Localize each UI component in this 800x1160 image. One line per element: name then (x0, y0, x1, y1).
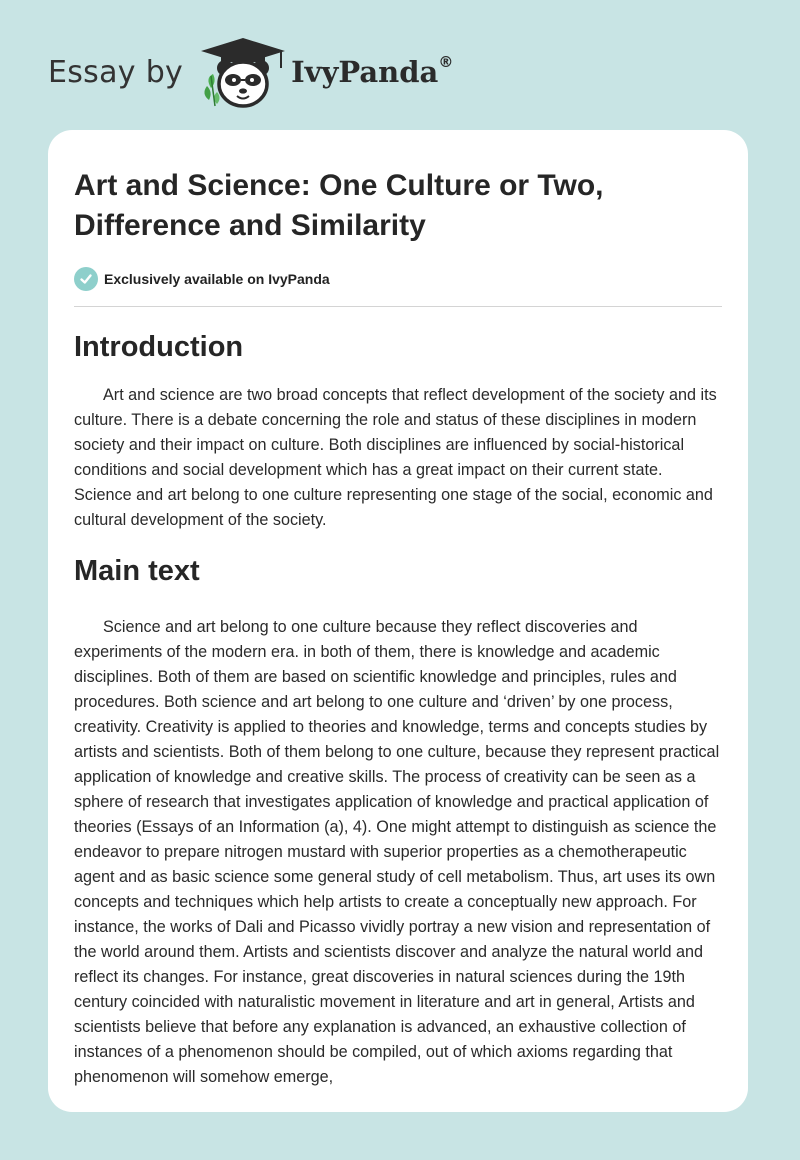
check-icon (74, 267, 98, 291)
paragraph-main-text: Science and art belong to one culture because they reflect discoveries and experiments of the modern era. in both of them, there is knowledge and academic disciplines. Both of them are based on scientific knowledge and principles, rules and procedures. Both science and art belong to one culture and ‘driven’ by one process, creativity. Creativity is applied to theories and knowledge, terms and concepts studies by artists and scientists. Both of them belong to one culture, because they represent practical application of knowledge and creative skills. The process of creativity can be seen as a sphere of research that investigates application of knowledge and practical application of theories (Essays of an Information (a), 4). One might attempt to distinguish as science the endeavor to prepare nitrogen mustard with superior properties as a chemotherapeutic agent and as basic science some general study of cell metabolism. Thus, art uses its own concepts and techniques which help artists to create a conceptually new approach. For instance, the works of Dali and Picasso vividly portray a new vision and representation of the world around them. Artists and scientists discover and analyze the natural world and reflect its changes. For instance, great discoveries in natural sciences during the 19th century coincided with naturalistic movement in literature and art in general, Artists and scientists believe that before any explanation is advanced, an exhaustive collection of instances of a phenomenon should be compiled, out of which axioms regarding that phenomenon will somehow emerge, (74, 618, 720, 1086)
page-title: Art and Science: One Culture or Two, Difference and Similarity (74, 169, 604, 242)
exclusive-badge (74, 266, 722, 292)
panda-graduate-icon (197, 34, 289, 110)
registered-mark: ® (438, 53, 454, 71)
divider (74, 306, 722, 307)
brand-name[interactable]: IvyPanda® (291, 53, 454, 89)
essay-by-label: Essay by (48, 54, 184, 90)
paragraph-introduction: Art and science are two broad concepts that reflect development of the society and its culture. There is a debate concerning the role and status of these disciplines in modern society and their impact on culture. Both disciplines are influenced by social-historical conditions and social development which has a great impact on their current state. Science and art belong to one culture representing one stage of the social, economic and cultural development of the society. (74, 386, 717, 529)
section-heading-introduction: Introduction (74, 331, 244, 363)
section-heading-main-text: Main text (74, 555, 200, 587)
essay-card (48, 130, 748, 1112)
exclusive-label: Exclusively available on IvyPanda (104, 271, 330, 287)
site-header (48, 34, 453, 110)
